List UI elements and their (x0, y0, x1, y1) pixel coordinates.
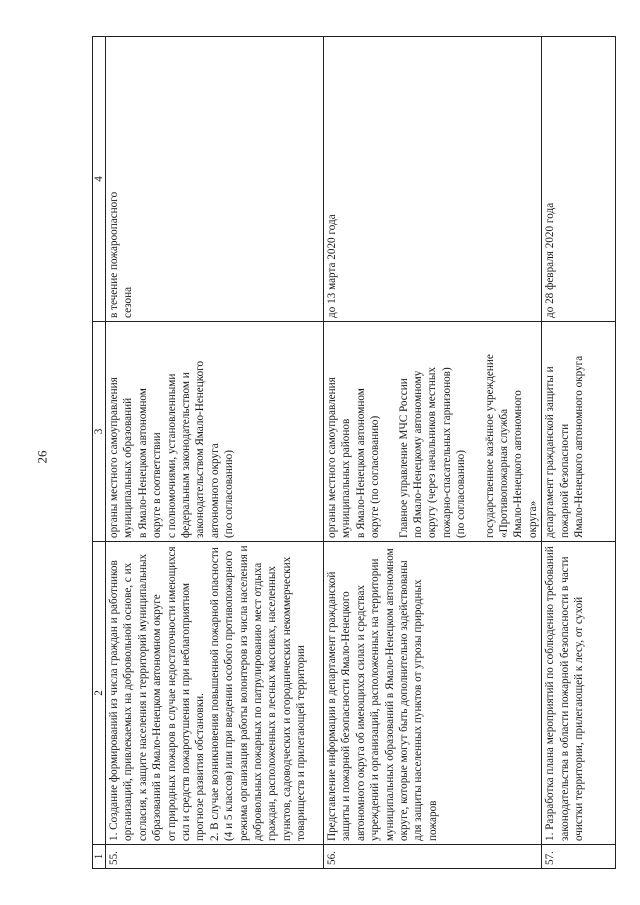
row-number: 56. (324, 845, 542, 869)
action-text-line: согласия, к защите населения и территорий муниципальных (136, 553, 149, 841)
action-cell (324, 542, 542, 845)
action-text-line: законодательства в области пожарной безопасности в части (558, 556, 571, 841)
responsible-text-line: Ямало-Ненецкого автономного округа (573, 355, 586, 538)
group-spacer (383, 325, 397, 538)
header-col-4: 4 (93, 37, 106, 322)
action-cell (542, 542, 616, 845)
responsible-text-line: округу (через начальников местных (426, 367, 439, 538)
action-text-line: 2. В случае возникновения повышенной пожарной опасности (208, 547, 221, 841)
action-text-line: граждан, расположенных в лесных массивах, населенных (266, 566, 279, 841)
responsible-text-line: округа» (526, 500, 539, 538)
deadline-text-line: до 28 февраля 2020 года (544, 202, 557, 318)
action-text-line: Представление информации в департамент гражданской (326, 571, 338, 841)
responsible-text-line: органы местного самоуправления (108, 377, 120, 538)
plan-table (92, 36, 616, 869)
action-text-line: муниципальных образований в Ямало-Ненецком автономном (383, 548, 396, 841)
deadline-text-line: до 13 марта 2020 года (326, 214, 338, 318)
deadline-cell (542, 37, 616, 322)
responsible-cell (106, 322, 324, 542)
responsible-text-line: законодательством Ямало-Ненецкого (194, 360, 207, 538)
header-col-3: 3 (93, 322, 106, 542)
responsible-text-line: в Ямало-Ненецком автономном (136, 388, 149, 538)
responsible-text-line: Ямало-Ненецкого автономного (512, 390, 525, 538)
deadline-cell (106, 37, 324, 322)
row-number: 55. (106, 845, 324, 869)
responsible-text-line: органы местного самоуправления (326, 377, 338, 538)
responsible-text-line: округе (по согласованию) (369, 415, 382, 538)
table-row (542, 37, 616, 869)
responsible-cell (324, 322, 542, 542)
responsible-text-line: Главное управление МЧС России (397, 378, 410, 538)
responsible-text-line: пожарно-спасательных гарнизонов) (440, 367, 453, 538)
action-text-line: организаций, привлекаемых на добровольной основе, с их (122, 562, 135, 841)
action-text-line: округе, которые могут быть дополнительно задействованы (398, 560, 411, 841)
action-text-line: прогнозе развития обстановки. (194, 693, 207, 841)
header-col-1: 1 (93, 845, 106, 869)
table-row (324, 37, 542, 869)
responsible-text-line: с полномочиями, установленными (165, 373, 178, 538)
page-number: 26 (34, 450, 50, 464)
header-col-2: 2 (93, 542, 106, 845)
action-text-line: добровольных пожарных по патрулированию мест отдыха (252, 562, 265, 841)
responsible-text-line: федеральным законодательством и (180, 372, 193, 538)
action-text-line: очистки территории, прилегающей к лесу, от сухой (573, 596, 586, 841)
responsible-text-line: муниципальных районов (340, 418, 353, 538)
responsible-text-line: «Противопожарная служба (498, 408, 511, 538)
responsible-cell (542, 322, 616, 542)
table-header-row (93, 37, 106, 869)
action-text-line: товариществ и прилегающей территории (295, 645, 308, 841)
action-text-line: сил и средств пожаротушения и при неблагоприятном (180, 582, 193, 841)
action-cell (106, 542, 324, 845)
action-text-line: образований в Ямало-Ненецком автономном округе (151, 594, 164, 841)
deadline-text-line: в течение пожароопасного (108, 191, 120, 318)
action-text-line: 1. Разработка плана мероприятий по соблюдению требований (544, 546, 557, 841)
action-text-line: автономного округа об имеющихся силах и средствах (354, 585, 367, 841)
responsible-text-line: пожарной безопасности (558, 423, 571, 538)
action-text-line: от природных пожаров в случае недостаточности имеющихся (165, 546, 178, 841)
responsible-text-line: департамент гражданской защиты и (544, 366, 557, 538)
responsible-text-line: автономного округа (208, 443, 221, 538)
action-text-line: пожаров (426, 800, 439, 841)
rotated-table-container (92, 37, 586, 869)
action-text-line: режима организация работы волонтеров из числа населения и (237, 545, 250, 841)
action-text-line: (4 и 5 классов) или при введении особого противопожарного (223, 550, 236, 841)
responsible-text-line: округе в соответствии (151, 432, 164, 538)
responsible-text-line: (по согласованию) (455, 450, 468, 538)
action-text-line: пунктов, садоводческих и огороднических некоммерческих (280, 556, 293, 841)
responsible-text-line: государственное казённое учреждение (483, 354, 496, 538)
action-text-line: учреждений и организаций, расположенных на территории (369, 558, 382, 841)
responsible-text-line: муниципальных образований (122, 397, 135, 538)
action-text-line: 1. Создание формирований из числа граждан и работников (108, 560, 120, 841)
action-text-line: для защиты населенных пунктов от угрозы природных (412, 579, 425, 841)
responsible-text-line: в Ямало-Ненецком автономном (354, 388, 367, 538)
table-row (106, 37, 324, 869)
row-number: 57. (542, 845, 616, 869)
deadline-text-line: сезона (122, 286, 135, 318)
action-text-line: защиты и пожарной безопасности Ямало-Ненецкого (340, 591, 353, 841)
responsible-text-line: по Ямало-Ненецкому автономному (412, 370, 425, 538)
group-spacer (469, 325, 483, 538)
deadline-cell (324, 37, 542, 322)
responsible-text-line: (по согласованию) (223, 450, 236, 538)
